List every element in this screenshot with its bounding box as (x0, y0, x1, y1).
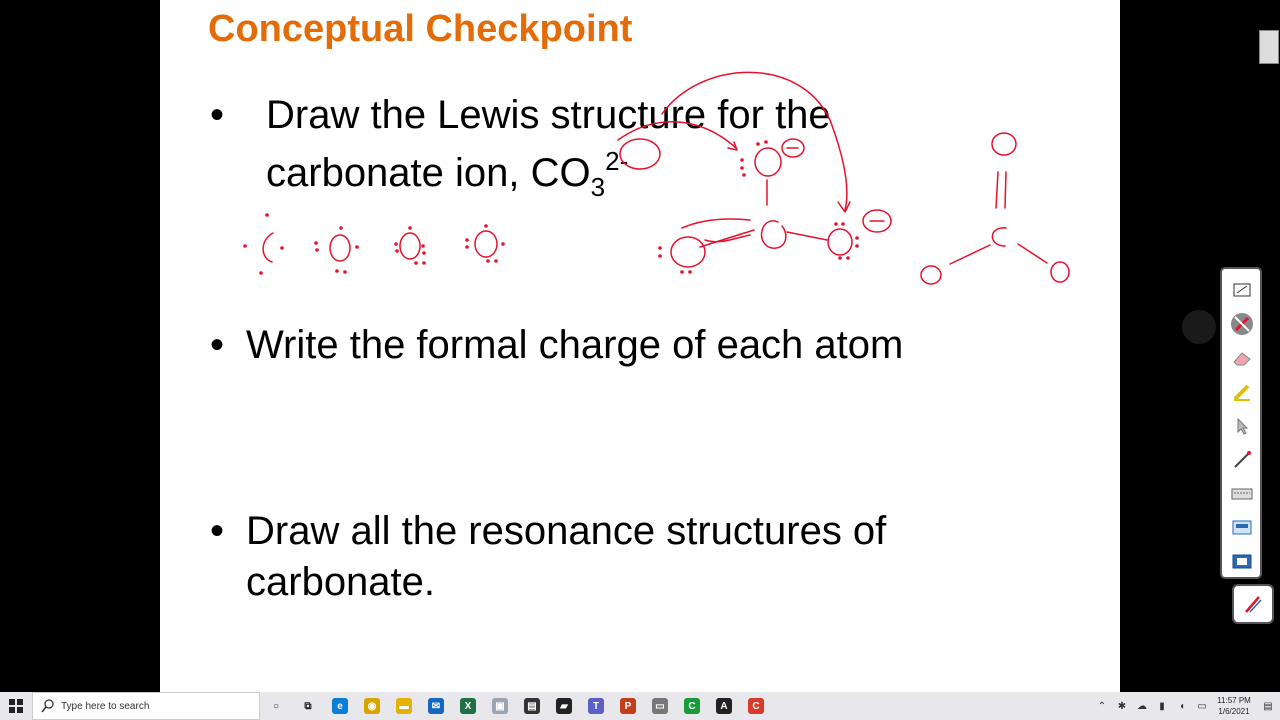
acrobat-icon: A (716, 698, 732, 714)
windows-taskbar (0, 692, 1280, 720)
bullet-marker: • (210, 323, 225, 367)
teams-icon: T (588, 698, 604, 714)
annotate-icon[interactable] (1232, 584, 1274, 624)
oxygen-atom-sketch-1 (330, 235, 350, 261)
taskbar-search-box[interactable] (32, 692, 260, 720)
camtasia-recorder-icon: C (748, 698, 764, 714)
keyboard-icon[interactable] (1229, 481, 1255, 507)
scroll-control-icon[interactable] (1259, 30, 1279, 64)
file-explorer-icon: ▬ (396, 698, 412, 714)
valence-electron-dots (243, 213, 505, 275)
store-icon: ▤ (524, 698, 540, 714)
carbon-atom-sketch (263, 233, 273, 262)
notepad-icon[interactable] (1229, 277, 1255, 303)
cortana-taskbar-button[interactable] (260, 692, 292, 720)
edge-icon: e (332, 698, 348, 714)
feedback-taskbar-button[interactable] (644, 692, 676, 720)
task-view-taskbar-button[interactable] (292, 692, 324, 720)
bullet-text-line1: Draw the Lewis structure for the (266, 93, 831, 137)
slide (160, 0, 1120, 692)
excel-icon: X (460, 698, 476, 714)
teams-taskbar-button[interactable] (580, 692, 612, 720)
start-button[interactable] (0, 692, 32, 720)
bullet-text-line2: carbonate ion, $CO_3^{2-}$ (266, 146, 629, 202)
bullet-text-line1: Draw all the resonance structures of (246, 509, 887, 553)
powerpoint-taskbar-button[interactable] (612, 692, 644, 720)
edge-taskbar-button[interactable] (324, 692, 356, 720)
mail-taskbar-button[interactable] (420, 692, 452, 720)
search-placeholder: Type here to search (61, 700, 150, 712)
file-explorer-taskbar-button[interactable] (388, 692, 420, 720)
notifications-icon[interactable]: ▤ (1263, 700, 1273, 712)
bullet-marker: • (210, 509, 225, 553)
volume-icon[interactable]: ◖ (1178, 700, 1186, 712)
eraser-icon[interactable] (1229, 345, 1255, 371)
store-taskbar-button[interactable] (516, 692, 548, 720)
feedback-icon: ▭ (652, 698, 668, 714)
clock[interactable] (1212, 695, 1256, 717)
camtasia-recorder-taskbar-button[interactable] (740, 692, 772, 720)
clock-time: 11:57 PM (1217, 696, 1251, 705)
system-tray (1092, 692, 1280, 720)
microphone-icon[interactable]: ▮ (1159, 700, 1165, 712)
bluetooth-icon[interactable]: ✱ (1117, 700, 1127, 712)
excel-taskbar-button[interactable] (452, 692, 484, 720)
chrome-icon: ◉ (364, 698, 380, 714)
highlighter-icon[interactable] (1229, 379, 1255, 405)
cursor-indicator (1182, 310, 1216, 344)
acrobat-taskbar-button[interactable] (708, 692, 740, 720)
whiteboard-icon[interactable] (1229, 549, 1255, 575)
mail-icon: ✉ (428, 698, 444, 714)
oxygen-atom-sketch-2 (400, 233, 420, 259)
photos-icon: ▣ (492, 698, 508, 714)
windows-logo-icon (9, 699, 23, 713)
oxygen-atom-sketch-3 (475, 231, 497, 257)
bullet-text-line2: carbonate. (246, 560, 436, 604)
task-view-icon: ⧉ (300, 698, 316, 714)
chevron-up-icon[interactable]: ⌃ (1097, 700, 1107, 712)
onedrive-icon[interactable]: ☁ (1137, 700, 1147, 712)
powerpoint-icon: P (620, 698, 636, 714)
search-icon (41, 699, 55, 713)
taskbar-apps (260, 692, 772, 720)
lewis-structure-sketch (618, 72, 891, 267)
bullet-marker: • (210, 93, 225, 137)
chrome-taskbar-button[interactable] (356, 692, 388, 720)
photos-taskbar-button[interactable] (484, 692, 516, 720)
clock-date: 1/6/2021 (1218, 707, 1250, 716)
pen-cancel-icon[interactable] (1229, 311, 1255, 337)
sticky-notes-icon: ▰ (556, 698, 572, 714)
ink-toolbar (1220, 267, 1262, 579)
handwritten-ink-drawing (160, 0, 1120, 692)
charge-circle (620, 139, 660, 169)
camtasia-taskbar-button[interactable] (676, 692, 708, 720)
camtasia-icon: C (684, 698, 700, 714)
sticky-notes-taskbar-button[interactable] (548, 692, 580, 720)
laser-pen-icon[interactable] (1229, 447, 1255, 473)
cortana-icon: ○ (268, 698, 284, 714)
screen-capture-icon[interactable] (1229, 515, 1255, 541)
network-icon[interactable]: ▭ (1197, 700, 1207, 712)
slide-title: Conceptual Checkpoint (208, 8, 633, 50)
carbonate-skeleton-sketch (921, 133, 1069, 284)
bullet-text-line1: Write the formal charge of each atom (246, 323, 904, 367)
lewis-structure-dots (658, 140, 859, 274)
pointer-icon[interactable] (1229, 413, 1255, 439)
